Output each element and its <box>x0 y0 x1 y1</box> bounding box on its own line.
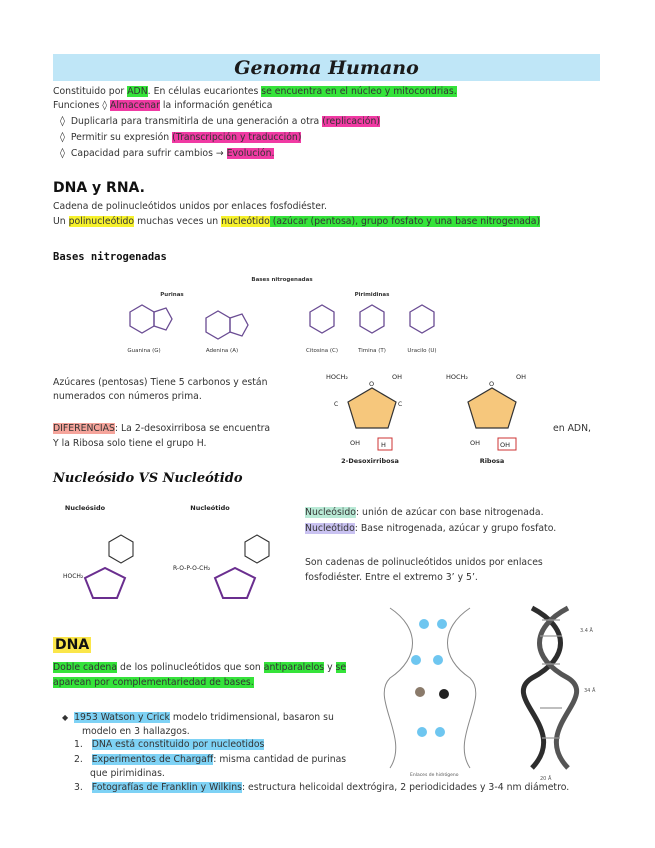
sugars-line-2: numerados con números prima. <box>53 391 202 402</box>
section-heading-bases: Bases nitrogenadas <box>53 251 167 263</box>
base-label: Uracilo (U) <box>407 348 437 354</box>
purines-label: Purinas <box>160 292 184 298</box>
svg-text:R-O-P-O-CH₂: R-O-P-O-CH₂ <box>173 565 211 572</box>
filled-diamond-bullet-icon: ◆ <box>62 713 69 722</box>
svg-text:C: C <box>398 401 403 408</box>
antiparallel-highlight: antiparalelos <box>263 662 325 673</box>
text: Un <box>53 216 69 227</box>
dna-line-2 <box>53 677 254 689</box>
helix-strand <box>523 608 576 768</box>
function-item <box>60 116 380 128</box>
base-label: Citosina (C) <box>305 348 339 354</box>
polynucleotide-highlight: polinucleótido <box>68 216 135 227</box>
functions-rest: la información genética <box>159 100 273 111</box>
double-strand-highlight: Doble cadena <box>53 662 118 673</box>
nucleoside-definition <box>305 507 544 519</box>
sugars-figure <box>310 366 546 468</box>
differences-text: : La 2-desoxirribosa se encuentra <box>114 423 271 434</box>
function-item-text: Permitir su expresión <box>70 132 173 143</box>
text: muchas veces un <box>134 216 222 227</box>
svg-text:OH: OH <box>470 439 481 447</box>
adenine-ring <box>206 311 230 339</box>
svg-text:OH: OH <box>350 439 361 447</box>
guanine-ring <box>130 305 154 333</box>
diamond-bullet-icon: ◊ <box>60 132 65 143</box>
differences-highlight: DIFERENCIAS <box>53 423 115 434</box>
adenine-ring-2 <box>230 314 248 336</box>
dna-double-helix-figure <box>380 598 602 784</box>
deoxyribose-molecule <box>326 373 402 465</box>
watson-crick-highlight: 1953 Watson y Crick <box>74 712 170 723</box>
nucleoside-text: : unión de azúcar con base nitrogenada. <box>355 507 544 518</box>
nucleotide-fig-label: Nucleótido <box>190 504 230 512</box>
watson-crick-line <box>62 712 334 724</box>
nucleotide-text: : Base nitrogenada, azúcar y grupo fosfato. <box>354 523 557 534</box>
uracil-ring <box>410 305 434 333</box>
base-label: Adenina (A) <box>205 348 239 354</box>
location-highlight: se encuentra en el núcleo y mitocondrias. <box>261 86 457 97</box>
svg-text:HOCH₂: HOCH₂ <box>63 573 84 580</box>
function-item-highlight: Evolución. <box>226 148 275 159</box>
ribose-molecule <box>446 373 526 465</box>
text: y <box>324 662 336 673</box>
base-label: Guanina (G) <box>127 348 161 354</box>
nitrogenous-bases-figure <box>110 272 455 362</box>
sugars-line-1: Azúcares (pentosas) Tiene 5 carbonos y están <box>53 377 268 388</box>
svg-text:OH: OH <box>392 373 403 381</box>
figure-title: Bases nitrogenadas <box>251 277 313 283</box>
function-item <box>60 148 274 160</box>
page-title: Genoma Humano <box>234 57 419 79</box>
cytosine-ring <box>310 305 334 333</box>
watson-crick-text: modelo tridimensional, basaron su <box>169 712 334 723</box>
dna-rna-line-2 <box>53 216 540 228</box>
svg-text:O: O <box>369 380 375 388</box>
helix-label: 3.4 Å <box>580 628 593 634</box>
differences-tail: en ADN, <box>553 423 591 434</box>
helix-caption: Enlaces de hidrógeno <box>410 773 459 778</box>
thymine-ring <box>360 305 384 333</box>
title-bar <box>53 54 600 81</box>
watson-crick-line-2: modelo en 3 hallazgos. <box>82 726 190 737</box>
nucleotide-definition-highlight: (azúcar (pentosa), grupo fosfato y una base nitrogenada) <box>269 216 541 227</box>
finding-number: 1. <box>74 739 83 750</box>
differences-line-1 <box>53 423 270 435</box>
base-label: Timina (T) <box>358 348 386 354</box>
helix-label: 20 Å <box>540 776 552 782</box>
diamond-bullet-icon: ◊ <box>60 116 65 127</box>
finding-item <box>74 739 264 751</box>
finding-number: 2. <box>74 754 83 765</box>
polynucleotide-para-line-2: fosfodiéster. Entre el extremo 3’ y 5’. <box>305 572 478 583</box>
nucleotide-highlight: nucleótido <box>221 216 270 227</box>
deoxyribose-label: 2-Desoxirribosa <box>341 457 399 465</box>
svg-text:HOCH₂: HOCH₂ <box>446 373 469 381</box>
intro-text: . En células eucariontes <box>147 86 262 97</box>
svg-text:HOCH₂: HOCH₂ <box>326 373 349 381</box>
section-heading-nucleo: Nucleósido VS Nucleótido <box>53 471 243 486</box>
functions-line <box>53 100 272 112</box>
finding-text: : misma cantidad de purinas <box>213 754 347 765</box>
finding-text: : estructura helicoidal dextrógira, 2 periodicidades y 3-4 nm diámetro. <box>241 782 570 793</box>
functions-label: Funciones ◊ <box>53 100 110 111</box>
svg-text:H: H <box>381 441 386 449</box>
pyrimidines-label: Pirimidinas <box>354 292 390 298</box>
nucleotide-definition <box>305 523 556 535</box>
diamond-bullet-icon: ◊ <box>60 148 65 159</box>
finding-item <box>74 782 569 794</box>
intro-text: Constituido por <box>53 86 128 97</box>
store-highlight: Almacenar <box>109 100 160 111</box>
svg-text:OH: OH <box>500 441 511 449</box>
svg-text:O: O <box>489 380 495 388</box>
nucleoside-nucleotide-figure <box>55 500 285 618</box>
pairing-highlight-2: aparean por complementariedad de bases. <box>53 677 254 688</box>
text: de los polinucleótidos que son <box>117 662 264 673</box>
intro-line-1 <box>53 86 457 98</box>
function-item-highlight: (Transcripción y traducción) <box>172 132 302 143</box>
nucleoside-highlight: Nucleósido <box>305 507 356 518</box>
function-item-highlight: (replicación) <box>322 116 380 127</box>
finding-highlight: DNA está constituido por nucleotidos <box>91 739 265 750</box>
dna-rna-line-1: Cadena de polinucleótidos unidos por enlaces fosfodiéster. <box>53 201 327 212</box>
finding-2-line-2: que pirimidinas. <box>90 768 165 779</box>
nucleoside-fig-label: Nucleósido <box>64 504 106 512</box>
dna-line-1 <box>53 662 346 674</box>
nucleotide-highlight: Nucleótido <box>305 523 355 534</box>
function-item-text: Capacidad para sufrir cambios → <box>70 148 227 159</box>
section-heading-dna: DNA <box>55 637 90 653</box>
function-item <box>60 132 301 144</box>
section-heading-dna-rna: DNA y RNA. <box>53 180 145 196</box>
function-item-text: Duplicarla para transmitirla de una generación a otra <box>70 116 323 127</box>
guanine-ring-2 <box>154 308 172 330</box>
differences-line-2: Y la Ribosa solo tiene el grupo H. <box>53 438 207 449</box>
adn-highlight: ADN <box>127 86 148 97</box>
svg-text:OH: OH <box>516 373 527 381</box>
sugars-paragraph <box>53 377 305 389</box>
svg-text:C: C <box>334 401 339 408</box>
finding-item <box>74 754 346 766</box>
finding-number: 3. <box>74 782 83 793</box>
finding-highlight: Fotografías de Franklin y Wilkins <box>91 782 242 793</box>
pairing-highlight: se <box>335 662 347 673</box>
polynucleotide-para-line-1: Son cadenas de polinucleótidos unidos por enlaces <box>305 557 543 568</box>
helix-label: 34 Å <box>584 688 596 694</box>
finding-highlight: Experimentos de Chargaff <box>91 754 214 765</box>
ribose-label: Ribosa <box>479 457 505 465</box>
